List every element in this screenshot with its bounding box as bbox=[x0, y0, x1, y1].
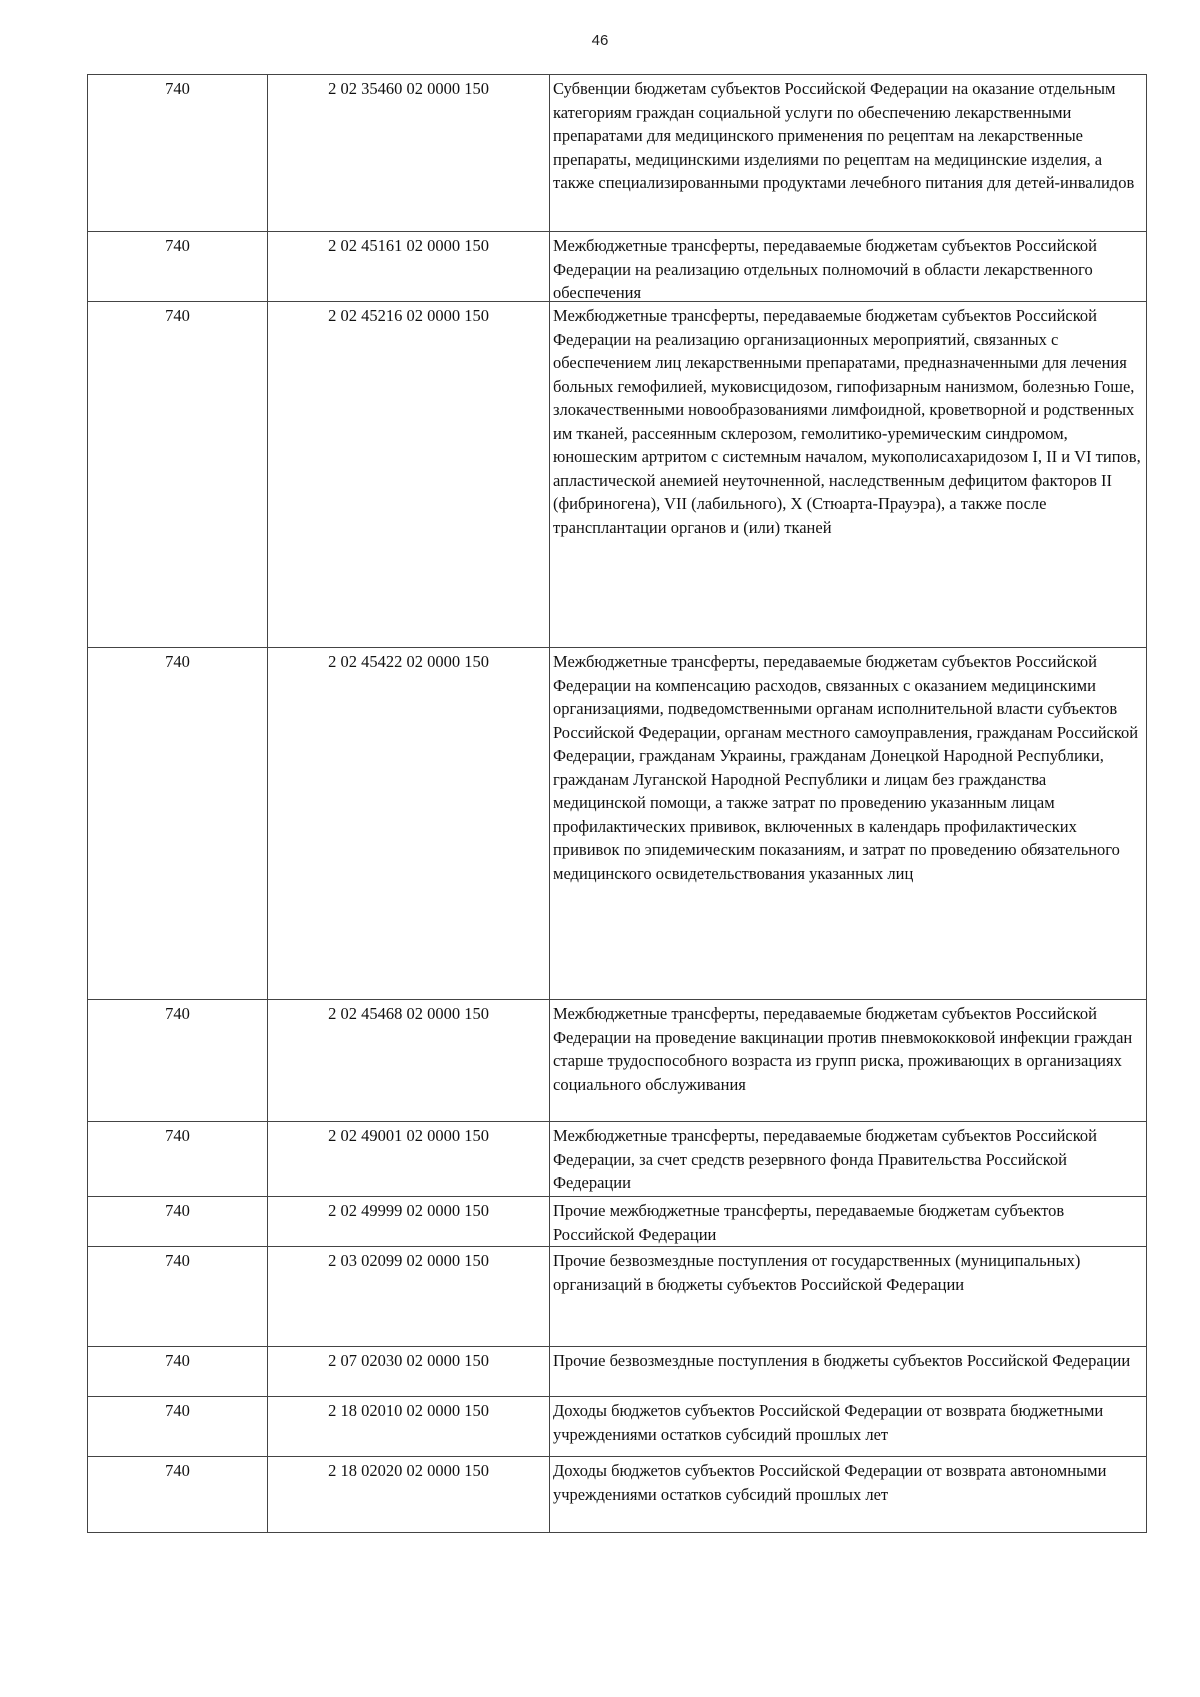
admin-code-cell: 740 bbox=[88, 1457, 268, 1532]
revenue-name-cell: Прочие межбюджетные трансферты, передаваемые бюджетам субъектов Российской Федерации bbox=[553, 1201, 1065, 1244]
revenue-code-cell: 2 02 35460 02 0000 150 bbox=[268, 75, 550, 231]
revenue-name-cell: Межбюджетные трансферты, передаваемые бюджетам субъектов Российской Федерации на реализацию отдельных полномочий в области лекарственного обеспечения bbox=[553, 236, 1098, 302]
table-row bbox=[88, 1196, 1146, 1246]
admin-code-cell: 740 bbox=[88, 1397, 268, 1456]
revenue-code-cell: 2 02 45216 02 0000 150 bbox=[268, 302, 550, 647]
table-row bbox=[88, 1346, 1146, 1396]
table-row bbox=[88, 1246, 1146, 1346]
revenue-code-cell: 2 02 49001 02 0000 150 bbox=[268, 1122, 550, 1196]
table-row bbox=[88, 1396, 1146, 1456]
table-row bbox=[88, 647, 1146, 999]
revenue-code-cell: 2 07 02030 02 0000 150 bbox=[268, 1347, 550, 1396]
admin-code-cell: 740 bbox=[88, 648, 268, 999]
revenue-name-cell: Субвенции бюджетам субъектов Российской Федерации на оказание отдельным категориям граждан социальной услуги по обеспечению лекарственными препаратами для медицинского применения по рецептам на лекарственные препараты, медицинскими изделиями по рецептам на медицинские изделия, а также специализированными продуктами лечебного питания для детей-инвалидов bbox=[553, 79, 1135, 192]
revenue-name-cell: Доходы бюджетов субъектов Российской Федерации от возврата автономными учреждениями остатков субсидий прошлых лет bbox=[553, 1461, 1107, 1504]
admin-code-cell: 740 bbox=[88, 75, 268, 231]
table-row bbox=[88, 1121, 1146, 1196]
revenue-name-cell: Межбюджетные трансферты, передаваемые бюджетам субъектов Российской Федерации на реализацию организационных мероприятий, связанных с обеспечением лиц лекарственными препаратами, предназначенными для лечения больных гемофилией, муковисцидозом, гипофизарным нанизмом, болезнью Гоше, злокачественными новообразованиями лимфоидной, кроветворной и родственных им тканей, рассеянным склерозом, гемолитико-уремическим синдромом, юношеским артритом с системным началом, мукополисахаридозом I, II и VI типов, апластической анемией неуточненной, наследственным дефицитом факторов II (фибриногена), VII (лабильного), X (Стюарта-Прауэра), а также после трансплантации органов и (или) тканей bbox=[553, 306, 1141, 537]
admin-code-cell: 740 bbox=[88, 1197, 268, 1246]
revenue-code-cell: 2 18 02010 02 0000 150 bbox=[268, 1397, 550, 1456]
admin-code-cell: 740 bbox=[88, 302, 268, 647]
revenue-code-cell: 2 03 02099 02 0000 150 bbox=[268, 1247, 550, 1346]
admin-code-cell: 740 bbox=[88, 1347, 268, 1396]
admin-code-cell: 740 bbox=[88, 1247, 268, 1346]
revenue-code-cell: 2 02 49999 02 0000 150 bbox=[268, 1197, 550, 1246]
table-row bbox=[88, 1456, 1146, 1532]
table-row bbox=[88, 999, 1146, 1121]
revenue-name-cell: Межбюджетные трансферты, передаваемые бюджетам субъектов Российской Федерации на компенсацию расходов, связанных с оказанием медицинскими организациями, подведомственными органам исполнительной власти субъектов Российской Федерации, органам местного самоуправления, гражданам Российской Федерации, гражданам Украины, гражданам Донецкой Народной Республики, гражданам Луганской Народной Республики и лицам без гражданства медицинской помощи, а также затрат по проведению указанным лицам профилактических прививок, включенных в календарь профилактических прививок по эпидемическим показаниям, и затрат по проведению обязательного медицинского освидетельствования указанных лиц bbox=[553, 652, 1139, 883]
revenue-code-cell: 2 02 45161 02 0000 150 bbox=[268, 232, 550, 301]
revenue-code-cell: 2 02 45468 02 0000 150 bbox=[268, 1000, 550, 1121]
page-number: 46 bbox=[591, 32, 609, 49]
revenue-name-cell: Прочие безвозмездные поступления в бюджеты субъектов Российской Федерации bbox=[553, 1351, 1131, 1370]
revenue-code-cell: 2 02 45422 02 0000 150 bbox=[268, 648, 550, 999]
table-row bbox=[88, 74, 1146, 231]
admin-code-cell: 740 bbox=[88, 1000, 268, 1121]
revenue-name-cell: Доходы бюджетов субъектов Российской Федерации от возврата бюджетными учреждениями остатков субсидий прошлых лет bbox=[553, 1401, 1104, 1444]
admin-code-cell: 740 bbox=[88, 1122, 268, 1196]
revenue-name-cell: Межбюджетные трансферты, передаваемые бюджетам субъектов Российской Федерации на проведение вакцинации против пневмококковой инфекции граждан старше трудоспособного возраста из групп риска, проживающих в организациях социального обслуживания bbox=[553, 1004, 1133, 1094]
table-row bbox=[88, 301, 1146, 647]
revenue-name-cell: Межбюджетные трансферты, передаваемые бюджетам субъектов Российской Федерации, за счет средств резервного фонда Правительства Российской Федерации bbox=[553, 1126, 1098, 1192]
admin-code-cell: 740 bbox=[88, 232, 268, 301]
revenue-code-cell: 2 18 02020 02 0000 150 bbox=[268, 1457, 550, 1532]
revenue-name-cell: Прочие безвозмездные поступления от государственных (муниципальных) организаций в бюджеты субъектов Российской Федерации bbox=[553, 1251, 1081, 1294]
revenue-codes-table bbox=[87, 74, 1147, 1533]
table-row bbox=[88, 231, 1146, 301]
